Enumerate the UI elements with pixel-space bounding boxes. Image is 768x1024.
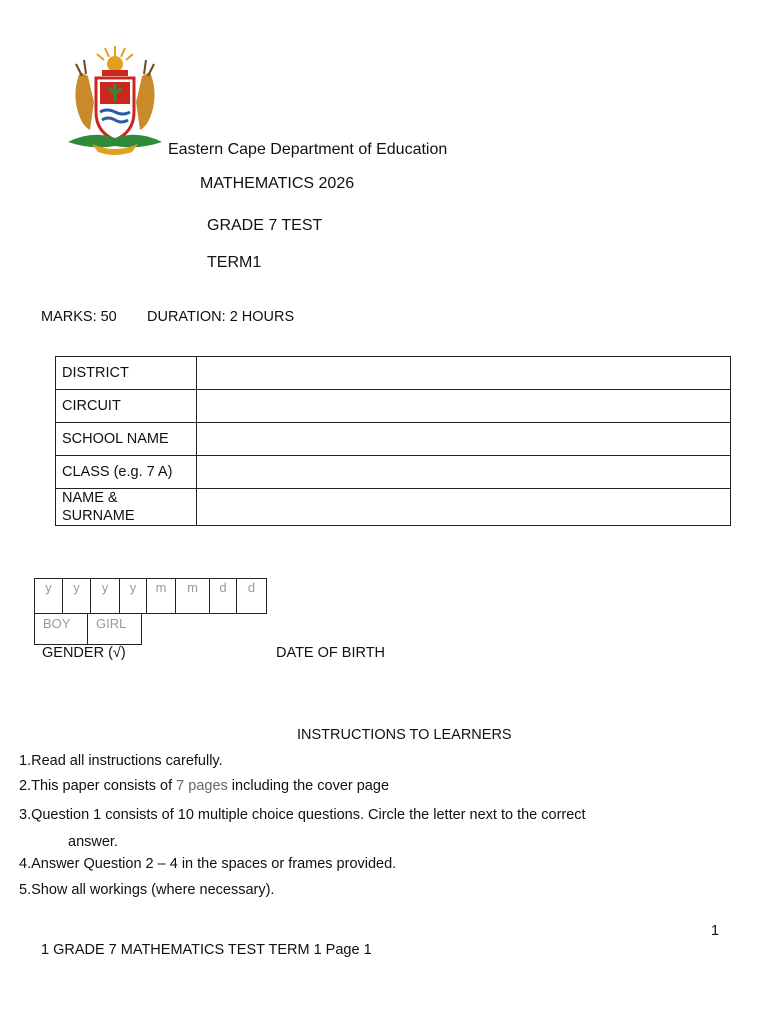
dob-day-cell[interactable]: d [247,580,256,595]
table-row [56,357,731,390]
marks-label: MARKS: 50 [41,309,117,325]
dob-year-cell[interactable]: y [120,579,147,613]
page-count-highlight: 7 pages [176,778,228,794]
page-number: 1 [711,923,720,939]
name-surname-label: NAME & SURNAME [56,489,197,526]
table-row [56,423,731,456]
circuit-label: CIRCUIT [56,390,197,423]
district-label: DISTRICT [56,357,197,390]
table-row [56,456,731,489]
table-row [56,489,731,526]
gender-girl-cell[interactable]: GIRL [96,616,127,631]
dob-month-cell[interactable]: m [147,579,176,613]
footer-text: 1 GRADE 7 MATHEMATICS TEST TERM 1 Page 1 [41,942,372,958]
instruction-item-1: 1.Read all instructions carefully. [19,753,223,769]
circuit-field[interactable] [197,390,731,423]
date-of-birth-boxes [34,578,267,614]
term-label: TERM1 [207,254,262,271]
table-row [56,390,731,423]
gender-label: GENDER (√) [42,645,126,661]
instruction-item-4: 4.Answer Question 2 – 4 in the spaces or frames provided. [19,856,397,872]
school-name-field[interactable] [197,423,731,456]
subject-year: MATHEMATICS 2026 [200,175,355,192]
coat-of-arms-logo [62,42,168,158]
instruction-item-2-suffix: including the cover page [227,778,390,794]
dob-year-cell[interactable]: y [35,579,63,613]
instruction-item-2 [19,778,389,794]
department-name: Eastern Cape Department of Education [168,141,448,158]
duration-label: DURATION: 2 HOURS [147,309,295,325]
class-field[interactable] [197,456,731,489]
gender-boy-cell[interactable]: BOY [35,614,88,644]
class-label: CLASS (e.g. 7 A) [56,456,197,489]
instruction-item-5: 5.Show all workings (where necessary). [19,882,275,898]
instruction-item-2-prefix: 2.This paper consists of [19,778,177,794]
instruction-item-3-line-1: 3.Question 1 consists of 10 multiple choice questions. Circle the letter next to the correct [19,807,586,823]
dob-month-cell[interactable]: m [176,579,210,613]
learner-info-table [55,356,731,526]
dob-year-cell[interactable]: y [63,579,91,613]
date-of-birth-label: DATE OF BIRTH [276,645,386,661]
grade-test: GRADE 7 TEST [207,217,323,234]
dob-year-cell[interactable]: y [91,579,120,613]
dob-day-cell[interactable]: d [210,579,237,613]
district-field[interactable] [197,357,731,390]
name-surname-field[interactable] [197,489,731,526]
instructions-heading: INSTRUCTIONS TO LEARNERS [297,727,512,743]
gender-boxes [34,614,142,645]
school-name-label: SCHOOL NAME [56,423,197,456]
instruction-item-3-line-2: answer. [68,834,118,850]
